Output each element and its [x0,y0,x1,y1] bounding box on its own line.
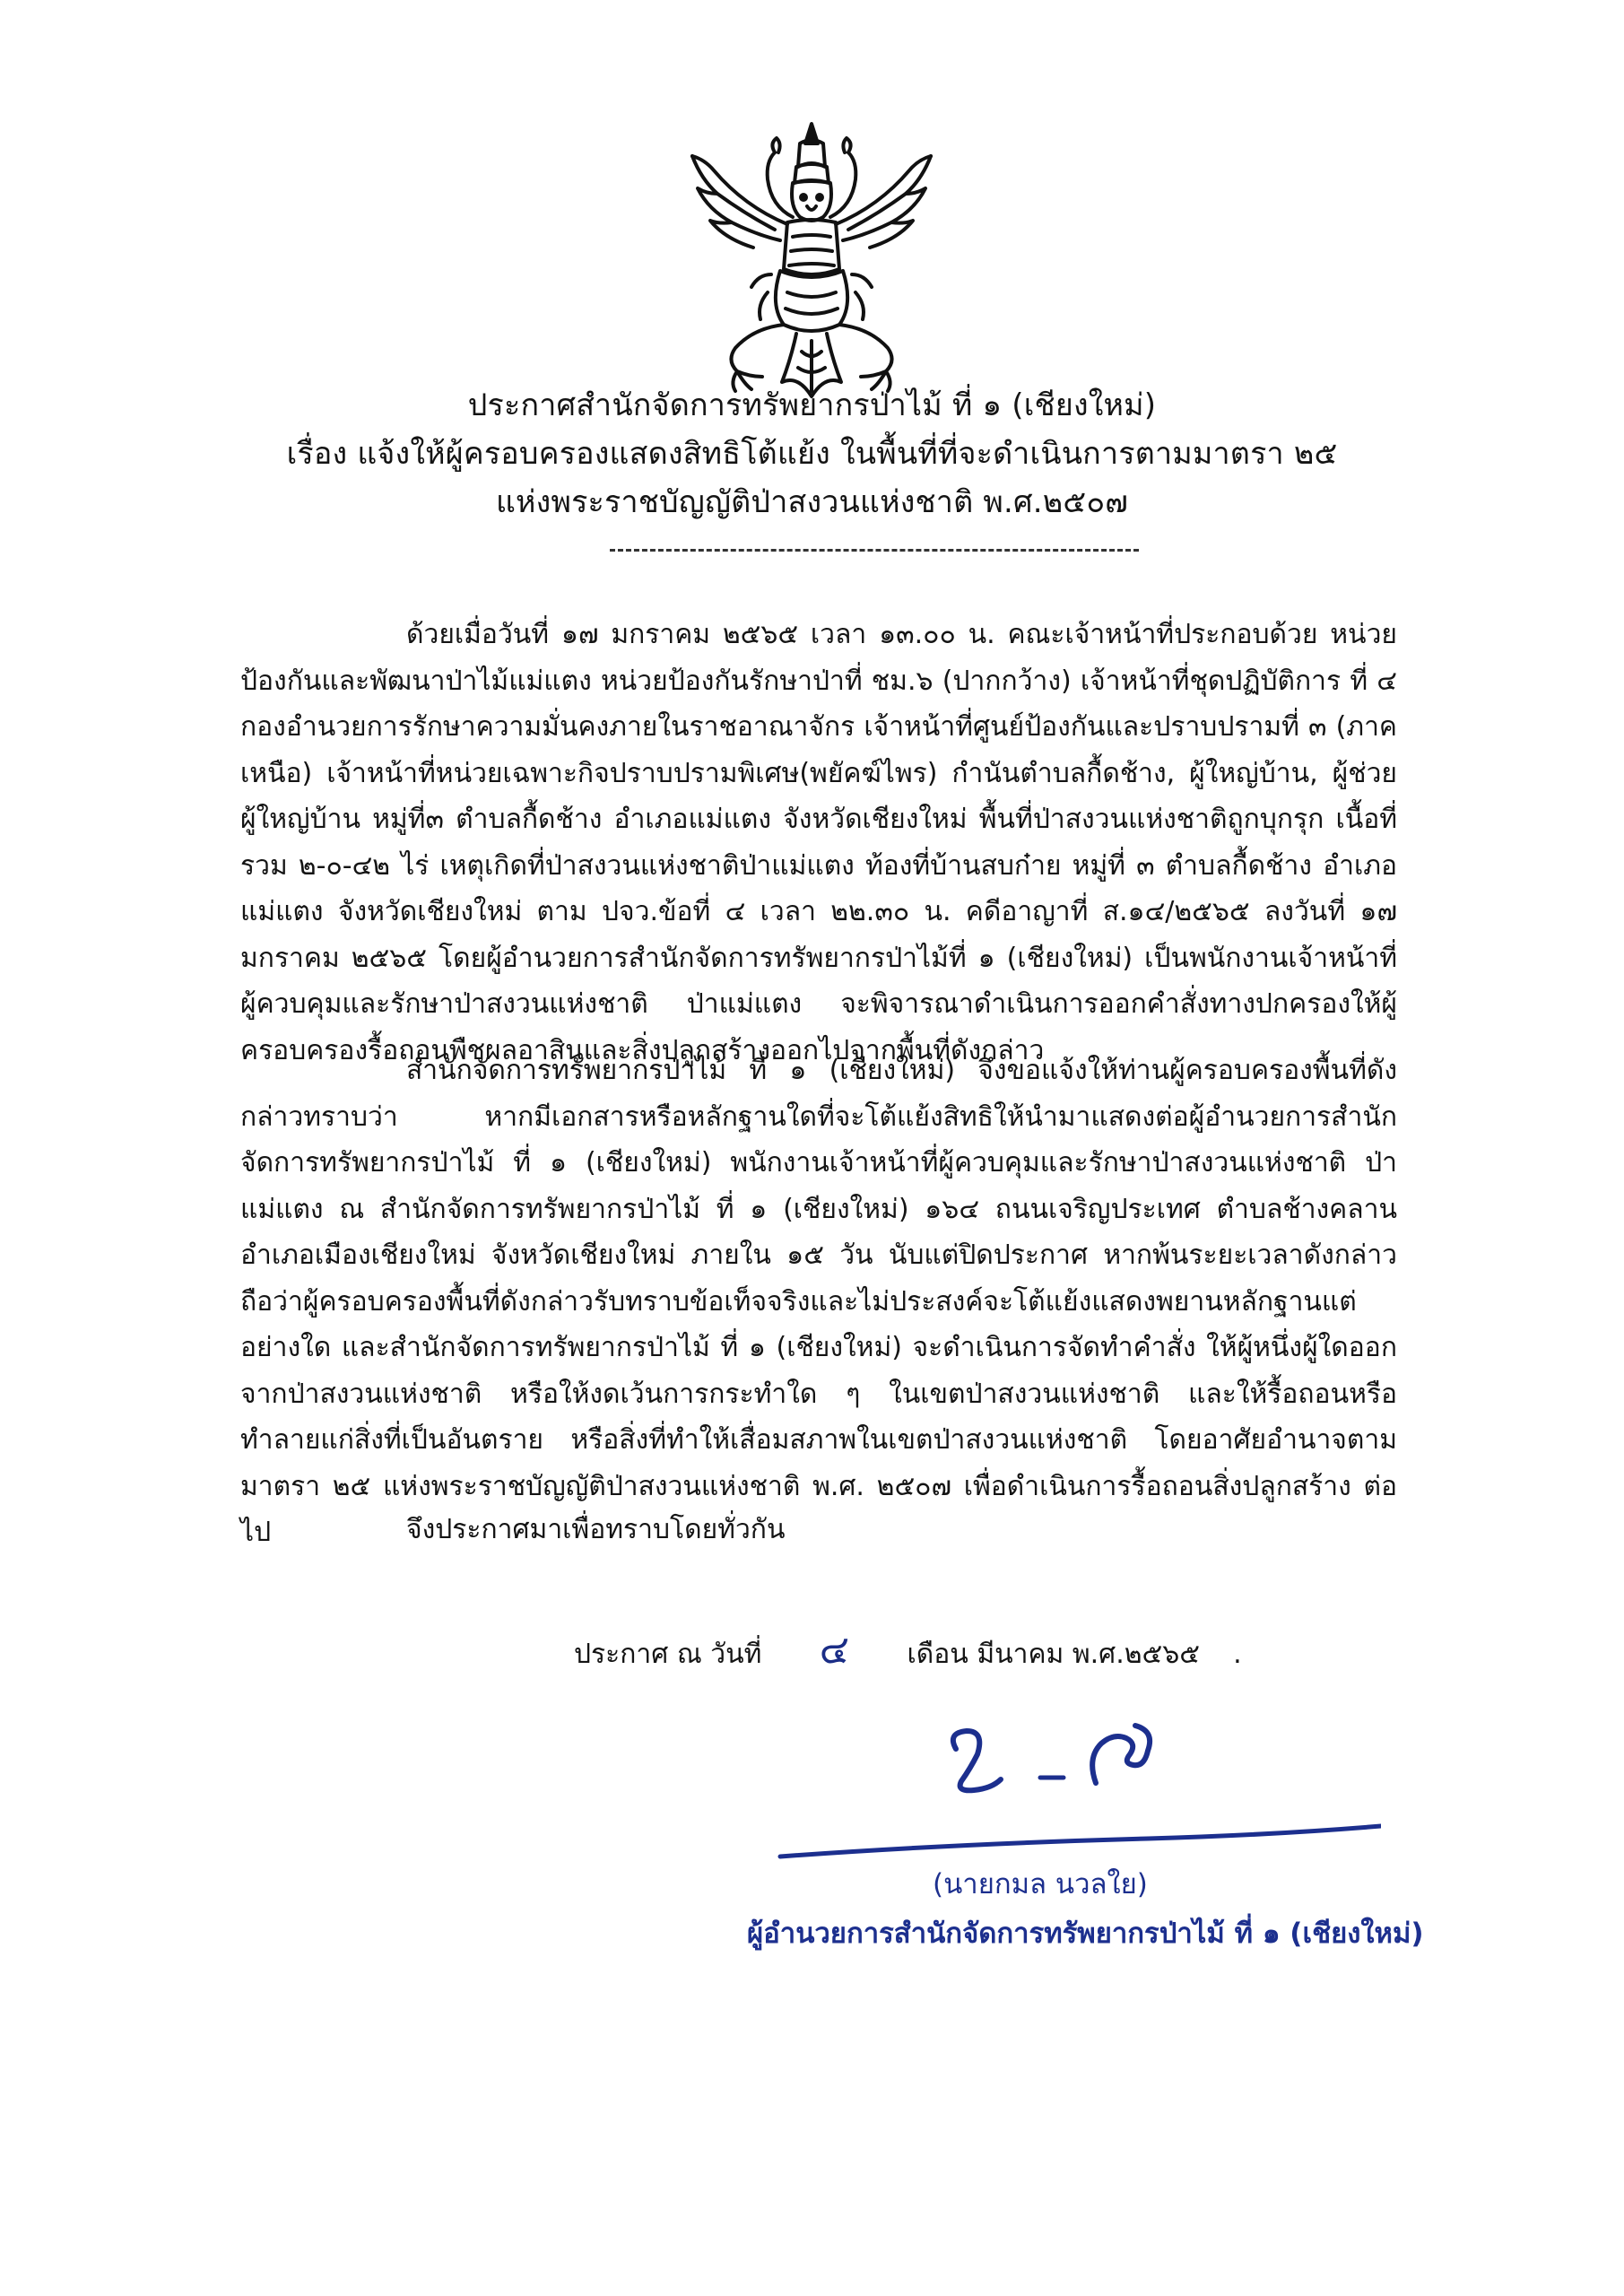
date-prefix: ประกาศ ณ วันที่ [574,1639,762,1670]
date-month-year: เดือน มีนาคม พ.ศ.๒๕๖๕ [907,1639,1200,1670]
announcement-header [179,381,1445,526]
date-day-handwritten: ๔ [819,1627,850,1673]
announcement-act-reference: แห่งพระราชบัญญัติป่าสงวนแห่งชาติ พ.ศ.๒๕๐๗ [495,484,1129,520]
announcement-date [574,1618,1242,1681]
announcement-subject: เรื่อง แจ้งให้ผู้ครอบครองแสดงสิทธิโต้แย้ง ในพื้นที่ที่จะดำเนินการตามมาตรา ๒๕ [286,436,1338,472]
closing-statement: จึงประกาศมาเพื่อทราบโดยทั่วกัน [406,1514,786,1545]
title-divider [610,549,1139,552]
body-paragraph-2: สำนักจัดการทรัพยากรป่าไม้ ที่ ๑ (เชียงใหม่) จึงขอแจ้งให้ท่านผู้ครอบครองพื้นที่ดังกล่าวทราบว่า หากมีเอกสารหรือหลักฐานใดที่จะโต้แย้งสิทธิให้นำมาแสดงต่อผู้อำนวยการสำนักจัดการทรัพยากรป่าไม้ ที่ ๑ (เชียงใหม่) พนักงานเจ้าหน้าที่ผู้ควบคุมและรักษาป่าสงวนแห่งชาติ ป่าแม่แตง ณ สำนักจัดการทรัพยากรป่าไม้ ที่ ๑ (เชียงใหม่) ๑๖๔ ถนนเจริญประเทศ ตำบลช้างคลาน อำเภอเมืองเชียงใหม่ จังหวัดเชียงใหม่ ภายใน ๑๕ วัน นับแต่ปิดประกาศ หากพ้นระยะเวลาดังกล่าว ถือว่าผู้ครอบครองพื้นที่ดังกล่าวรับทราบข้อเท็จจริงและไม่ประสงค์จะโต้แย้งแสดงพยานหลักฐานแต่อย่างใด และสำนักจัดการทรัพยากรป่าไม้ ที่ ๑ (เชียงใหม่) จะดำเนินการจัดทำคำสั่ง ให้ผู้หนึ่งผู้ใดออกจากป่าสงวนแห่งชาติ หรือให้งดเว้นการกระทำใด ๆ ในเขตป่าสงวนแห่งชาติ และให้รื้อถอนหรือทำลายแก่สิ่งที่เป็นอันตราย หรือสิ่งที่ทำให้เสื่อมสภาพในเขตป่าสงวนแห่งชาติ โดยอาศัยอำนาจตามมาตรา ๒๕ แห่งพระราชบัญญัติป่าสงวนแห่งชาติ พ.ศ. ๒๕๐๗ เพื่อดำเนินการรื้อถอนสิ่งปลูกสร้าง ต่อไป [240,1055,1397,1548]
body-paragraph-1: ด้วยเมื่อวันที่ ๑๗ มกราคม ๒๕๖๕ เวลา ๑๓.๐๐ น. คณะเจ้าหน้าที่ประกอบด้วย หน่วยป้องกันและพัฒนาป่าไม้แม่แตง หน่วยป้องกันรักษาป่าที่ ชม.๖ (ปากกว้าง) เจ้าหน้าที่ชุดปฏิบัติการ ที่ ๔ กองอำนวยการรักษาความมั่นคงภายในราชอาณาจักร เจ้าหน้าที่ศูนย์ป้องกันและปราบปรามที่ ๓ (ภาคเหนือ) เจ้าหน้าที่หน่วยเฉพาะกิจปราบปรามพิเศษ(พยัคฆ์ไพร) กำนันตำบลกื้ดช้าง, ผู้ใหญ่บ้าน, ผู้ช่วยผู้ใหญ่บ้าน หมู่ที่๓ ตำบลกื้ดช้าง อำเภอแม่แตง จังหวัดเชียงใหม่ พื้นที่ป่าสงวนแห่งชาติถูกบุกรุก เนื้อที่รวม ๒-๐-๔๒ ไร่ เหตุเกิดที่ป่าสงวนแห่งชาติป่าแม่แตง ท้องที่บ้านสบก๋าย หมู่ที่ ๓ ตำบลกื้ดช้าง อำเภอแม่แตง จังหวัดเชียงใหม่ ตาม ปจว.ข้อที่ ๔ เวลา ๒๒.๓๐ น. คดีอาญาที่ ส.๑๔/๒๕๖๕ ลงวันที่ ๑๗ มกราคม ๒๕๖๕ โดยผู้อำนวยการสำนักจัดการทรัพยากรป่าไม้ที่ ๑ (เชียงใหม่) เป็นพนักงานเจ้าหน้าที่ผู้ควบคุมและรักษาป่าสงวนแห่งชาติ ป่าแม่แตง จะพิจารณาดำเนินการออกคำสั่งทางปกครองให้ผู้ครอบครองรื้อถอนพืชผลอาสินและสิ่งปลูกสร้างออกไปจากพื้นที่ดังกล่าว [240,619,1397,1066]
announcement-title: ประกาศสำนักจัดการทรัพยากรป่าไม้ ที่ ๑ (เชียงใหม่) [467,387,1157,423]
handwritten-signature [771,1713,1381,1883]
garuda-emblem-icon [682,117,942,422]
signatory-position: ผู้อำนวยการสำนักจัดการทรัพยากรป่าไม้ ที่ ๑ (เชียงใหม่) [747,1918,1424,1950]
signatory-name: (นายกมล นวลใย) [933,1868,1148,1900]
date-suffix: . [1233,1639,1242,1670]
